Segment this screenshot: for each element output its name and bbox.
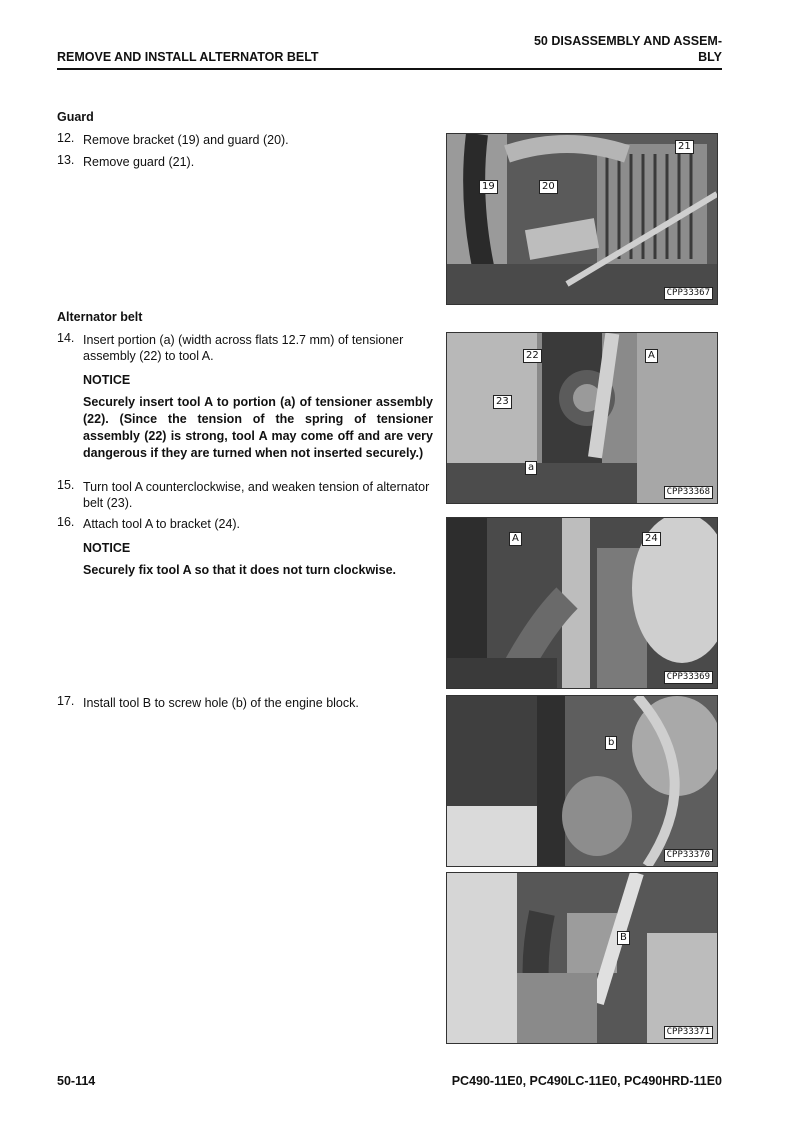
step-text: Remove guard (21).: [83, 155, 195, 169]
callout-19: 19: [479, 180, 498, 194]
notice-1-text: Securely insert tool A to portion (a) of tensioner assembly (22). (Since the tension of the spring of tensioner assembly (22) is strong, tool A may come off and are very dangerous if they are turned when not inserted securely.): [83, 395, 433, 460]
header-title: REMOVE AND INSTALL ALTERNATOR BELT: [57, 50, 319, 64]
photo-guard-removal-image: [447, 134, 717, 304]
callout-20: 20: [539, 180, 558, 194]
callout-22: 22: [523, 349, 542, 363]
header-chapter: [534, 33, 722, 65]
photo-tool-a-bracket: [446, 517, 718, 689]
callout-screw-hole-b: b: [605, 736, 617, 750]
header-chapter-line2: BLY: [698, 50, 722, 64]
photo-tool-b-image: [447, 873, 717, 1043]
step-number: 15.: [57, 478, 75, 492]
step-16: [57, 516, 437, 532]
section-guard-title: Guard: [57, 110, 94, 124]
step-13: [57, 154, 437, 170]
footer-models: PC490-11E0, PC490LC-11E0, PC490HRD-11E0: [451, 1074, 722, 1088]
callout-23: 23: [493, 395, 512, 409]
notice-2-title: NOTICE: [83, 541, 131, 555]
step-number: 17.: [57, 694, 75, 708]
photo-code: CPP33367: [664, 287, 713, 300]
photo-code: CPP33371: [664, 1026, 713, 1039]
callout-tool-a: A: [509, 532, 522, 546]
header-rule: [57, 68, 722, 70]
notice-1-title: NOTICE: [83, 373, 131, 387]
step-number: 16.: [57, 515, 75, 529]
step-14: [57, 332, 437, 364]
step-text: Remove bracket (19) and guard (20).: [83, 133, 289, 147]
photo-screw-hole-b-image: [447, 696, 717, 866]
step-number: 14.: [57, 331, 75, 345]
photo-tensioner-tool-a-image: [447, 333, 717, 503]
step-number: 13.: [57, 153, 75, 167]
step-17: [57, 695, 437, 711]
notice-2-text: Securely fix tool A so that it does not turn clockwise.: [83, 563, 397, 577]
photo-tool-a-bracket-image: [447, 518, 717, 688]
step-15: [57, 479, 437, 511]
callout-tool-b: B: [617, 931, 630, 945]
step-number: 12.: [57, 131, 75, 145]
photo-guard-removal: [446, 133, 718, 305]
step-text: Insert portion (a) (width across flats 12.7 mm) of tensioner assembly (22) to tool A.: [83, 333, 404, 363]
footer-page-number: 50-114: [57, 1074, 96, 1088]
step-12: [57, 132, 437, 148]
callout-portion-a: a: [525, 461, 537, 475]
photo-screw-hole-b: [446, 695, 718, 867]
photo-tensioner-tool-a: [446, 332, 718, 504]
photo-tool-b: [446, 872, 718, 1044]
callout-24: 24: [642, 532, 661, 546]
photo-code: CPP33368: [664, 486, 713, 499]
section-alternator-belt-title: Alternator belt: [57, 310, 143, 324]
photo-code: CPP33370: [664, 849, 713, 862]
header-chapter-line1: 50 DISASSEMBLY AND ASSEM-: [533, 34, 722, 48]
callout-tool-a: A: [645, 349, 658, 363]
step-text: Turn tool A counterclockwise, and weaken tension of alternator belt (23).: [83, 480, 430, 510]
photo-code: CPP33369: [664, 671, 713, 684]
callout-21: 21: [675, 140, 694, 154]
step-text: Attach tool A to bracket (24).: [83, 517, 241, 531]
step-text: Install tool B to screw hole (b) of the engine block.: [83, 696, 359, 710]
